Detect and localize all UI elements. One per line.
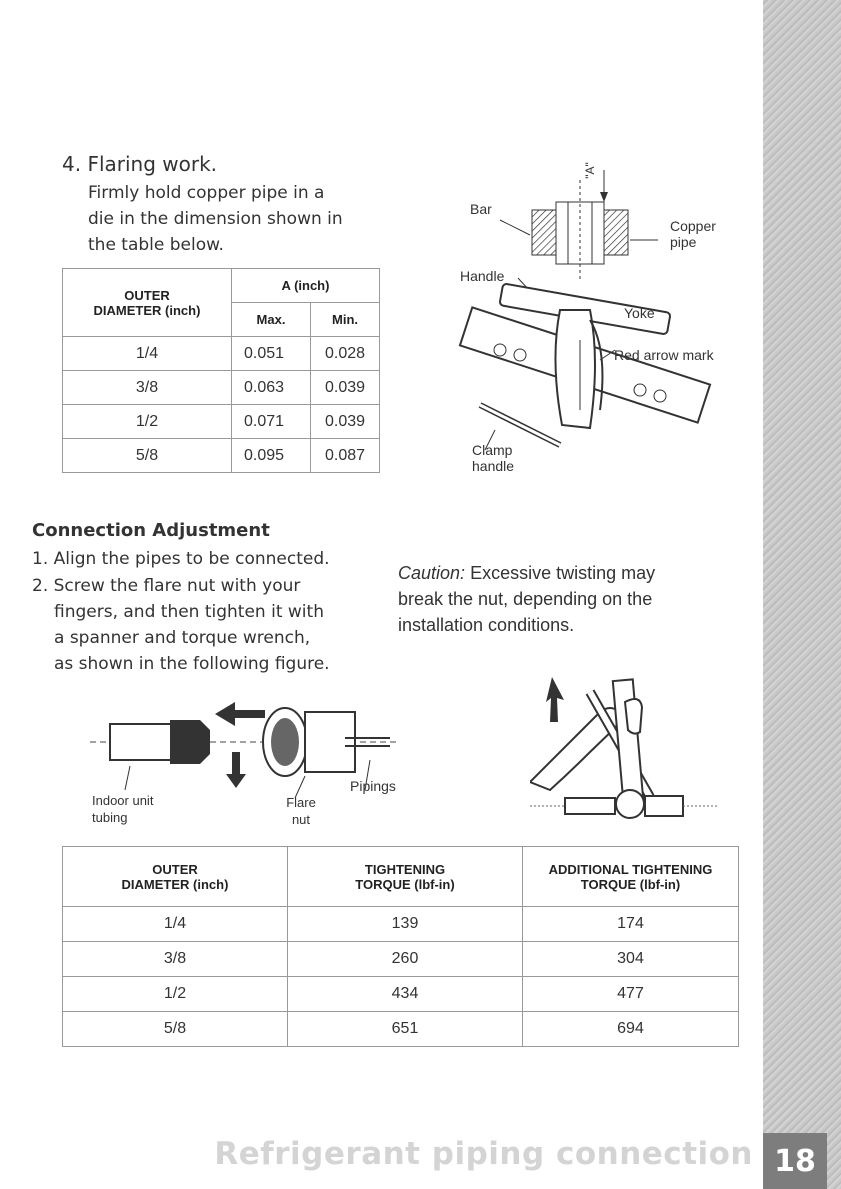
cell-min: 0.087 — [311, 439, 380, 473]
torque-wrench-illustration — [530, 672, 720, 820]
header-line: TIGHTENING — [364, 861, 446, 877]
torque-table — [62, 846, 739, 1047]
cell-max: 0.063 — [232, 371, 311, 405]
cell-diameter: 5/8 — [63, 1012, 288, 1047]
col-header-max: Max. — [232, 303, 311, 337]
table-row — [63, 371, 380, 405]
table-row — [63, 977, 739, 1012]
header-line: OUTER — [152, 861, 198, 877]
label-indoor-unit — [92, 792, 153, 826]
side-strip — [763, 0, 841, 1189]
label-flare-nut — [281, 794, 321, 828]
table-header-row — [63, 847, 739, 907]
caption-line: Flare — [286, 795, 316, 810]
step-line: fingers, and then tighten it with — [54, 602, 324, 622]
cell-diameter: 1/4 — [63, 337, 232, 371]
label-clamp-handle: handle — [472, 458, 515, 474]
flaring-line: the table below. — [88, 235, 224, 255]
cell-diameter: 1/2 — [63, 405, 232, 439]
label-yoke: Yoke — [624, 305, 655, 321]
table-row — [63, 439, 380, 473]
caption-line: tubing — [92, 810, 128, 825]
flaring-text — [88, 180, 343, 258]
cell-min: 0.039 — [311, 371, 380, 405]
caption-line: nut — [291, 812, 311, 827]
connection-step-1: 1. Align the pipes to be connected. — [32, 549, 330, 569]
cell-diameter: 3/8 — [63, 371, 232, 405]
label-a: "A" — [582, 162, 597, 179]
cell-additional: 174 — [523, 907, 739, 942]
table-row — [63, 1012, 739, 1047]
col-header-min: Min. — [311, 303, 380, 337]
page-number: 18 — [763, 1133, 827, 1189]
caution-line — [398, 560, 655, 586]
cell-diameter: 1/2 — [63, 977, 288, 1012]
flaring-heading: 4. Flaring work. — [62, 152, 218, 176]
cell-tightening: 139 — [288, 907, 523, 942]
table-row — [63, 337, 380, 371]
table-row — [63, 942, 739, 977]
header-line: TORQUE (lbf-in) — [355, 876, 455, 892]
cell-additional: 304 — [523, 942, 739, 977]
col-header-additional — [523, 847, 739, 907]
label-red-arrow: Red arrow mark — [614, 347, 714, 363]
flaring-line: die in the dimension shown in — [88, 209, 343, 229]
caution-label: Caution: — [398, 563, 466, 583]
col-header-a: A (inch) — [232, 269, 380, 303]
caution-text: Excessive twisting may — [470, 563, 656, 583]
cell-max: 0.095 — [232, 439, 311, 473]
cell-min: 0.039 — [311, 405, 380, 439]
cell-additional: 477 — [523, 977, 739, 1012]
header-line: ADDITIONAL TIGHTENING — [548, 861, 713, 877]
table-row — [63, 907, 739, 942]
caution-line: break the nut, depending on the — [398, 589, 653, 609]
header-line: OUTER — [124, 287, 170, 303]
cell-tightening: 434 — [288, 977, 523, 1012]
col-header-diameter — [63, 847, 288, 907]
connection-heading: Connection Adjustment — [32, 520, 270, 541]
step-line: 2. Screw the flare nut with your — [32, 576, 301, 596]
footer-section-title: Refrigerant piping connection — [214, 1136, 753, 1172]
cell-max: 0.071 — [232, 405, 311, 439]
header-line: DIAMETER (inch) — [121, 876, 229, 892]
caption-line: Indoor unit — [92, 793, 154, 808]
flare-dimension-table — [62, 268, 380, 473]
caution-line: installation conditions. — [398, 615, 575, 635]
cell-diameter: 5/8 — [63, 439, 232, 473]
label-pipings: Pipings — [350, 778, 396, 794]
col-header-tightening — [288, 847, 523, 907]
label-pipe: pipe — [670, 234, 697, 250]
label-clamp: Clamp — [472, 442, 513, 458]
header-line: TORQUE (lbf-in) — [580, 876, 681, 892]
step-line: as shown in the following figure. — [54, 654, 330, 674]
step-line: a spanner and torque wrench, — [54, 628, 311, 648]
cell-additional: 694 — [523, 1012, 739, 1047]
connection-step-2 — [32, 573, 330, 677]
label-copper: Copper — [670, 218, 716, 234]
label-handle: Handle — [460, 268, 505, 284]
cell-max: 0.051 — [232, 337, 311, 371]
flaring-line: Firmly hold copper pipe in a — [88, 183, 325, 203]
caution-note — [398, 560, 655, 638]
cell-min: 0.028 — [311, 337, 380, 371]
label-bar: Bar — [470, 201, 492, 217]
cell-tightening: 260 — [288, 942, 523, 977]
col-header-diameter — [63, 269, 232, 337]
table-row — [63, 405, 380, 439]
cell-diameter: 3/8 — [63, 942, 288, 977]
cell-tightening: 651 — [288, 1012, 523, 1047]
header-line: DIAMETER (inch) — [93, 302, 201, 318]
cell-diameter: 1/4 — [63, 907, 288, 942]
